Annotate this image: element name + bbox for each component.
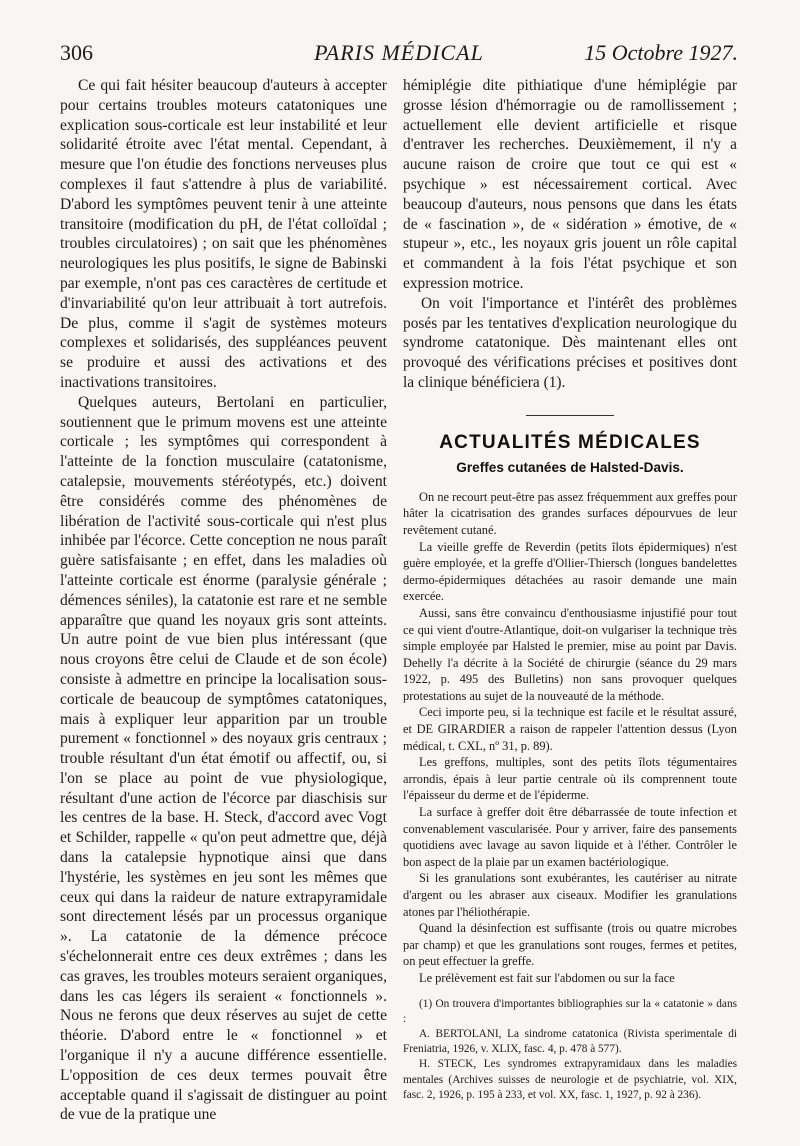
footnote: H. STECK, Les syndromes extrapyramidaux dans les maladies mentales (Archives suisses de neurologie et de psychiatrie, vol. XIX, fasc. 2, 1926, p. 195 à 233, et vol. XX, fasc. 1, 1927, p. 92 à 236). (403, 1058, 737, 1101)
section-divider (526, 415, 614, 416)
paragraph: On voit l'importance et l'intérêt des problèmes posés par les tentatives d'explication neurologique du syndrome catatonique. Dès maintenant elles ont provoqué des vérifications précises et positives dont la clinique bénéficiera (1). (403, 294, 737, 391)
right-column (403, 76, 737, 1103)
article-paragraph: La vieille greffe de Reverdin (petits îlots épidermiques) n'est guère employée, et la greffe d'Ollier-Thiersch (longues bandelettes dermo-épidermiques détachées au rasoir demande une main exercée. (403, 539, 737, 604)
article-paragraph: On ne recourt peut-être pas assez fréquemment aux greffes pour hâter la cicatrisation des grandes surfaces dépourvues de leur revêtement cutané. (403, 489, 737, 537)
left-column (60, 76, 387, 1125)
article-paragraph: Quand la désinfection est suffisante (trois ou quatre microbes par champ) et que les granulations sont rouges, fermes et petites, on peut effectuer la greffe. (403, 921, 737, 969)
paragraph: hémiplégie dite pithiatique d'une hémiplégie par grosse lésion d'hémorragie ou de ramollissement ; actuellement elle devient artificielle et risque d'entraver les recherches. Deuxièmement, il n'y a aucune raison de croire que tout ce qui est « psychique » est nécessairement cortical. Avec beaucoup d'auteurs, nous pensons que dans les états de « fascination », de « sidération » émotive, de « stupeur », etc., les noyaux gris jouent un rôle capital et commandent à la fois l'état psychique et son expression motrice. (403, 77, 737, 292)
journal-title: PARIS MÉDICAL (314, 40, 484, 65)
paragraph: Ce qui fait hésiter beaucoup d'auteurs à accepter pour certains troubles moteurs catatoniques une explication sous-corticale est leur instabilité et leur solidarité étroite avec l'état mental. Cependant, à mesure que l'on étudie des fonctions nerveuses plus complexes il faut s'attendre à plus de variabilité. D'abord les symptômes peuvent tenir à une atteinte transitoire (modification du pH, de l'état colloïdal ; troubles circulatoires) ; on sait que les phénomènes neurologiques les plus positifs, le signe de Babinski par exemple, n'ont pas ces caractères de certitude et d'invariabilité qu'on leur attribuait à tort autrefois. De plus, comme il s'agit de systèmes moteurs complexes et solidarisés, des suppléances peuvent se produire et aussi des activations et des inactivations transitoires. (60, 77, 387, 391)
article-paragraph: La surface à greffer doit être débarrassée de toute infection et convenablement vascularisée. Pour y arriver, faire des pansements quotidiens avec lavage au savon liquide et à l'éther. Contrôler le bon aspect de la plaie par un examen bactériologique. (403, 805, 737, 869)
issue-date: 15 Octobre 1927. (584, 40, 738, 65)
page-number: 306 (60, 40, 93, 65)
paragraph: Quelques auteurs, Bertolani en particulier, soutiennent que le primum movens est une atteinte corticale ; les symptômes qui correspondent à l'atteinte de la fonction musculaire (catatonisme, catalepsie, mouvements stéréotypés, etc.) doivent être considérés comme des phénomènes de libération de l'activité sous-corticale qui n'est plus inhibée par l'écorce. Cette conception ne nous paraît guère satisfaisante ; en effet, dans les maladies où l'atteinte corticale est énorme (paralysie générale ; démences séniles), la catatonie est rare et ne semble apparaître que quand les noyaux gris sont atteints. Un autre point de vue bien plus intéressant (que nous croyons être celui de Claude et de son école) consiste à admettre en principe la localisation sous-corticale de beaucoup de symptômes catatoniques, mais à expliquer leur apparition par un trouble purement « fonctionnel » des noyaux gris centraux ; trouble résultant d'un état émotif ou affectif, ou, si l'on se place au point de vue physiologique, résultant d'une action de l'écorce par diaschisis sur les centres de la base. H. Steck, d'accord avec Vogt et Schilder, rappelle « qu'on peut admettre que, déjà dans la catalepsie hypnotique ainsi que dans l'hystérie, les systèmes en jeu sont les mêmes que ceux qui dans la raideur de nature extrapyramidale sont directement lésés par un processus organique ». La catatonie de la démence précoce s'échelonnerait entre ces deux extrêmes ; dans les cas graves, les troubles moteurs seraient organiques, dans les cas légers ils seraient « fonctionnels ». Nous ne ferons que deux réserves au sujet de cette théorie. D'abord entre le « fonctionnel » et l'organique il n'y a aucune différence essentielle. L'opposition de ces deux termes pouvait être acceptable quand il s'agissait de distinguer au point de vue de la pratique une (60, 393, 387, 1124)
footnotes (403, 997, 737, 1103)
page-header (60, 40, 738, 74)
footnote: A. BERTOLANI, La sindrome catatonica (Rivista sperimentale di Freniatria, 1926, v. XLIX, fasc. 4, p. 478 à 577). (403, 1027, 737, 1056)
article-paragraph: Les greffons, multiples, sont des petits îlots tégumentaires arrondis, épais à leur partie centrale où ils comprennent toute l'épaisseur du derme et de l'épiderme. (403, 755, 737, 803)
section-subtitle: Greffes cutanées de Halsted-Davis. (456, 459, 684, 475)
section-title: ACTUALITÉS MÉDICALES (439, 431, 701, 453)
article-paragraph: Ceci importe peu, si la technique est facile et le résultat assuré, et DE GIRARDIER a raison de rappeler l'attention dessus (Lyon médical, t. CXL, nº 31, p. 89). (403, 705, 737, 753)
footnote: (1) On trouvera d'importantes bibliographies sur la « catatonie » dans : (403, 997, 737, 1025)
article-paragraph: Aussi, sans être convaincu d'enthousiasme injustifié pour tout ce qui vient d'outre-Atlantique, doit-on vulgariser la technique très simple employée par Halsted le premier, mise au point par Davis. Dehelly l'a décrite à la Société de chirurgie (séance du 29 mars 1922, p. 495 des Bulletins) non sans provoquer quelques protestations au sujet de la nouveauté de la méthode. (403, 605, 737, 703)
article-paragraph: Le prélèvement est fait sur l'abdomen ou sur la face (419, 970, 675, 985)
article-paragraph: Si les granulations sont exubérantes, les cautériser au nitrate d'argent ou les abraser aux ciseaux. Modifier les granulations atones par l'héliothérapie. (403, 871, 737, 919)
